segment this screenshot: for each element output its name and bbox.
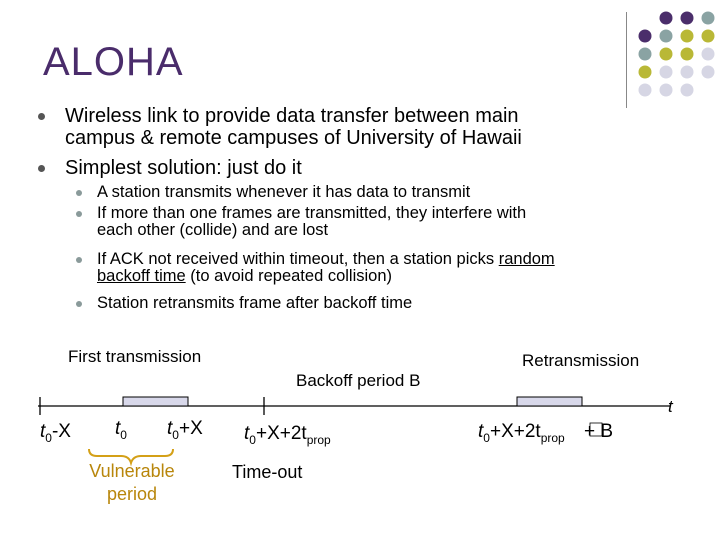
first-transmission-frame xyxy=(123,397,188,406)
bullet-1-line2: campus & remote campuses of University of Hawaii xyxy=(65,127,522,149)
sub-bullet-3-underlined-2: backoff time xyxy=(97,267,186,285)
slide-title: ALOHA xyxy=(43,40,184,84)
vulnerable-line1: Vulnerable xyxy=(89,461,175,481)
label-t0-minus-x xyxy=(40,421,71,445)
timeout-label: Time-out xyxy=(232,462,303,482)
prop-subscript: prop xyxy=(540,430,565,445)
sub-bullet-1-text: A station transmits whenever it has data to transmit xyxy=(97,183,471,201)
retransmission-frame xyxy=(517,397,582,406)
sub-bullet-3-text-2: (to avoid repeated collision) xyxy=(185,267,393,285)
t-var: t xyxy=(167,418,173,439)
t-var: t xyxy=(478,421,484,442)
t-suffix: +X xyxy=(178,418,203,439)
t-suffix: + B xyxy=(578,421,614,442)
vulnerable-period-label xyxy=(78,460,186,506)
t-suffix: -X xyxy=(51,421,71,442)
sub-bullet-3-underlined: random xyxy=(498,250,555,268)
vulnerable-line2: period xyxy=(106,484,158,504)
sub-bullet-3-text: If ACK not received within timeout, then a station picks xyxy=(97,250,499,268)
sub-bullet-2-line1: If more than one frames are transmitted, they interfere with xyxy=(97,204,527,222)
bullet-2-line1: Simplest solution: just do it xyxy=(65,157,302,179)
sub-bullet-2-line2: each other (collide) and are lost xyxy=(97,221,329,239)
sub-bullet-4-text: Station retransmits frame after backoff time xyxy=(97,294,413,312)
bullet-1-line1: Wireless link to provide data transfer between main xyxy=(65,105,519,127)
t-var: t xyxy=(244,423,250,444)
label-t0-plus-x-2tprop-b xyxy=(478,421,613,445)
backoff-period-label: Backoff period B xyxy=(296,371,421,390)
time-axis-label: t xyxy=(668,397,673,416)
prop-subscript: prop xyxy=(306,432,331,447)
t-subscript: 0 xyxy=(483,430,490,445)
t-subscript: 0 xyxy=(120,427,127,442)
retransmission-label: Retransmission xyxy=(522,351,640,370)
t-var: t xyxy=(115,418,121,439)
label-t0-plus-x xyxy=(167,418,203,442)
t-subscript: 0 xyxy=(45,430,52,445)
first-transmission-label: First transmission xyxy=(68,347,202,366)
t-middle: +X+2t xyxy=(255,423,307,444)
label-t0-plus-x-2tprop xyxy=(244,423,331,447)
t-subscript: 0 xyxy=(249,432,256,447)
t-middle: +X+2t xyxy=(489,421,541,442)
t-var: t xyxy=(40,421,46,442)
label-t0 xyxy=(115,418,127,442)
t-subscript: 0 xyxy=(172,427,179,442)
